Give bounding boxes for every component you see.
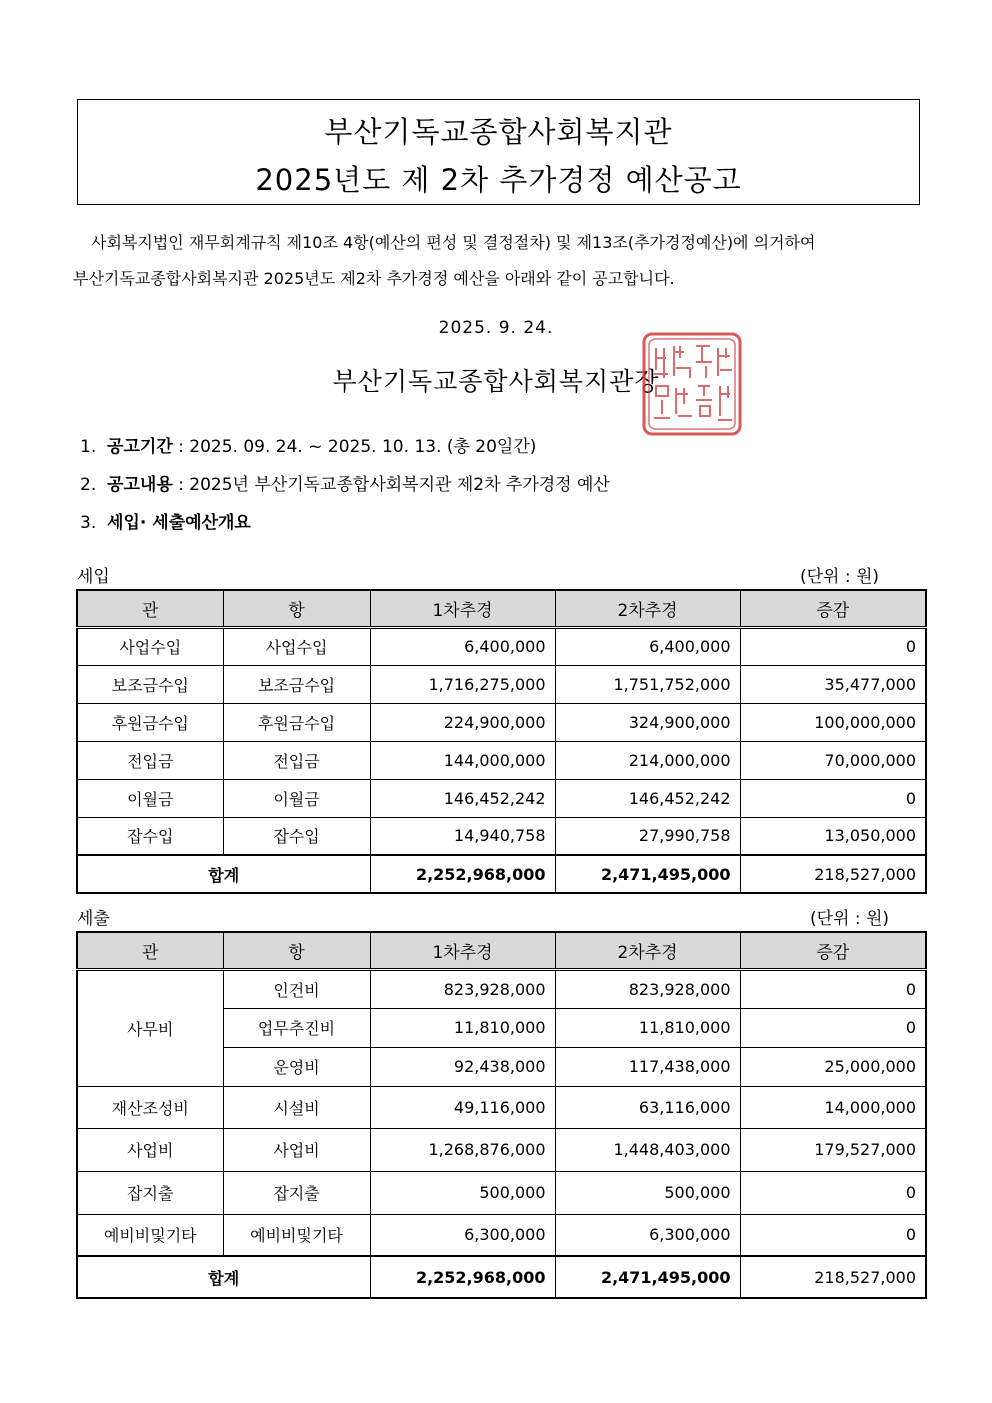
header-first-revision: 1차추경 — [370, 932, 555, 969]
table-row — [77, 1086, 926, 1128]
cell-second: 1,448,403,000 — [555, 1128, 740, 1171]
cell-second: 63,116,000 — [555, 1086, 740, 1128]
table-row — [77, 1171, 926, 1214]
total-label: 합계 — [77, 1256, 370, 1298]
cell-second: 214,000,000 — [555, 741, 740, 779]
cell-second: 324,900,000 — [555, 703, 740, 741]
item-number: 3. — [80, 513, 97, 533]
cell-hang: 시설비 — [223, 1086, 370, 1128]
item-number: 2. — [80, 475, 97, 495]
cell-first: 146,452,242 — [370, 779, 555, 817]
expense-section-label: 세출 — [77, 909, 110, 929]
cell-change: 100,000,000 — [740, 703, 926, 741]
item-value: : 2025년 부산기독교종합사회복지관 제2차 추가경정 예산 — [172, 475, 610, 495]
cell-gwan: 사업수입 — [77, 627, 223, 665]
notice-date: 2025. 9. 24. — [438, 318, 554, 338]
cell-change: 0 — [740, 969, 926, 1008]
item-label: 공고내용 — [107, 475, 173, 495]
header-gwan: 관 — [77, 590, 223, 627]
cell-gwan: 잡지출 — [77, 1171, 223, 1214]
table-row — [77, 703, 926, 741]
cell-change: 0 — [740, 779, 926, 817]
cell-second: 11,810,000 — [555, 1008, 740, 1047]
cell-second: 6,400,000 — [555, 627, 740, 665]
header-second-revision: 2차추경 — [555, 590, 740, 627]
intro-line-2: 부산기독교종합사회복지관 2025년도 제2차 추가경정 예산을 아래와 같이 공고합니다. — [73, 269, 675, 288]
cell-first: 1,268,876,000 — [370, 1128, 555, 1171]
cell-hang: 이월금 — [223, 779, 370, 817]
cell-first: 500,000 — [370, 1171, 555, 1214]
cell-hang: 보조금수입 — [223, 665, 370, 703]
cell-hang: 예비비및기타 — [223, 1214, 370, 1256]
header-gwan: 관 — [77, 932, 223, 969]
cell-change: 35,477,000 — [740, 665, 926, 703]
table-row — [77, 1214, 926, 1256]
cell-change: 0 — [740, 1008, 926, 1047]
cell-second: 823,928,000 — [555, 969, 740, 1008]
table-header-row — [77, 590, 926, 627]
table-header-row — [77, 932, 926, 969]
cell-first: 14,940,758 — [370, 817, 555, 855]
total-second: 2,471,495,000 — [555, 1256, 740, 1298]
cell-hang: 사업비 — [223, 1128, 370, 1171]
cell-first: 49,116,000 — [370, 1086, 555, 1128]
cell-gwan: 보조금수입 — [77, 665, 223, 703]
cell-first: 6,300,000 — [370, 1214, 555, 1256]
cell-first: 11,810,000 — [370, 1008, 555, 1047]
cell-change: 0 — [740, 1171, 926, 1214]
table-row — [77, 817, 926, 855]
item-label: 세입· 세출예산개요 — [107, 513, 251, 533]
table-row — [77, 969, 926, 1008]
cell-second: 27,990,758 — [555, 817, 740, 855]
expense-table — [76, 931, 927, 1299]
income-unit: (단위 : 원) — [800, 567, 880, 587]
notice-item-overview — [80, 508, 251, 533]
page-title: 부산기독교종합사회복지관 — [324, 115, 673, 149]
header-change: 증감 — [740, 932, 926, 969]
cell-first: 1,716,275,000 — [370, 665, 555, 703]
header-hang: 항 — [223, 590, 370, 627]
cell-hang: 사업수입 — [223, 627, 370, 665]
total-change: 218,527,000 — [740, 1256, 926, 1298]
cell-change: 0 — [740, 1214, 926, 1256]
table-row — [77, 1128, 926, 1171]
item-value: : 2025. 09. 24. ~ 2025. 10. 13. (총 20일간) — [172, 437, 537, 457]
cell-gwan: 예비비및기타 — [77, 1214, 223, 1256]
total-first: 2,252,968,000 — [370, 855, 555, 893]
cell-gwan: 전입금 — [77, 741, 223, 779]
total-label: 합계 — [77, 855, 370, 893]
cell-first: 144,000,000 — [370, 741, 555, 779]
cell-change: 0 — [740, 627, 926, 665]
cell-second: 1,751,752,000 — [555, 665, 740, 703]
cell-gwan: 잡수입 — [77, 817, 223, 855]
income-table — [76, 589, 927, 894]
cell-first: 6,400,000 — [370, 627, 555, 665]
cell-first: 224,900,000 — [370, 703, 555, 741]
cell-change: 13,050,000 — [740, 817, 926, 855]
table-row — [77, 665, 926, 703]
page-subtitle: 2025년도 제 2차 추가경정 예산공고 — [255, 163, 742, 197]
cell-gwan-merged: 사무비 — [77, 969, 223, 1086]
header-hang: 항 — [223, 932, 370, 969]
total-row — [77, 855, 926, 893]
item-label: 공고기간 — [107, 437, 173, 457]
expense-unit: (단위 : 원) — [810, 909, 890, 929]
table-row — [77, 779, 926, 817]
item-number: 1. — [80, 437, 97, 457]
cell-hang: 업무추진비 — [223, 1008, 370, 1047]
cell-hang: 전입금 — [223, 741, 370, 779]
cell-second: 6,300,000 — [555, 1214, 740, 1256]
intro-line-1: 사회복지법인 재무회계규칙 제10조 4항(예산의 편성 및 결정절차) 및 제13조(추가경정예산)에 의거하여 — [91, 233, 816, 252]
cell-change: 25,000,000 — [740, 1047, 926, 1086]
cell-hang: 잡지출 — [223, 1171, 370, 1214]
income-section-label: 세입 — [77, 567, 110, 587]
cell-second: 500,000 — [555, 1171, 740, 1214]
cell-hang: 후원금수입 — [223, 703, 370, 741]
notice-item-period — [80, 432, 536, 457]
cell-change: 179,527,000 — [740, 1128, 926, 1171]
header-first-revision: 1차추경 — [370, 590, 555, 627]
notice-item-content — [80, 470, 610, 495]
cell-first: 823,928,000 — [370, 969, 555, 1008]
cell-gwan: 이월금 — [77, 779, 223, 817]
total-row — [77, 1256, 926, 1298]
header-second-revision: 2차추경 — [555, 932, 740, 969]
title-box — [77, 99, 920, 205]
cell-first: 92,438,000 — [370, 1047, 555, 1086]
table-row — [77, 627, 926, 665]
cell-second: 146,452,242 — [555, 779, 740, 817]
total-first: 2,252,968,000 — [370, 1256, 555, 1298]
official-seal-stamp — [640, 330, 744, 438]
cell-change: 70,000,000 — [740, 741, 926, 779]
cell-gwan: 재산조성비 — [77, 1086, 223, 1128]
cell-change: 14,000,000 — [740, 1086, 926, 1128]
cell-hang: 운영비 — [223, 1047, 370, 1086]
cell-second: 117,438,000 — [555, 1047, 740, 1086]
header-change: 증감 — [740, 590, 926, 627]
cell-gwan: 사업비 — [77, 1128, 223, 1171]
total-change: 218,527,000 — [740, 855, 926, 893]
org-signature: 부산기독교종합사회복지관장 — [332, 367, 660, 396]
total-second: 2,471,495,000 — [555, 855, 740, 893]
cell-gwan: 후원금수입 — [77, 703, 223, 741]
cell-hang: 잡수입 — [223, 817, 370, 855]
table-row — [77, 741, 926, 779]
cell-hang: 인건비 — [223, 969, 370, 1008]
